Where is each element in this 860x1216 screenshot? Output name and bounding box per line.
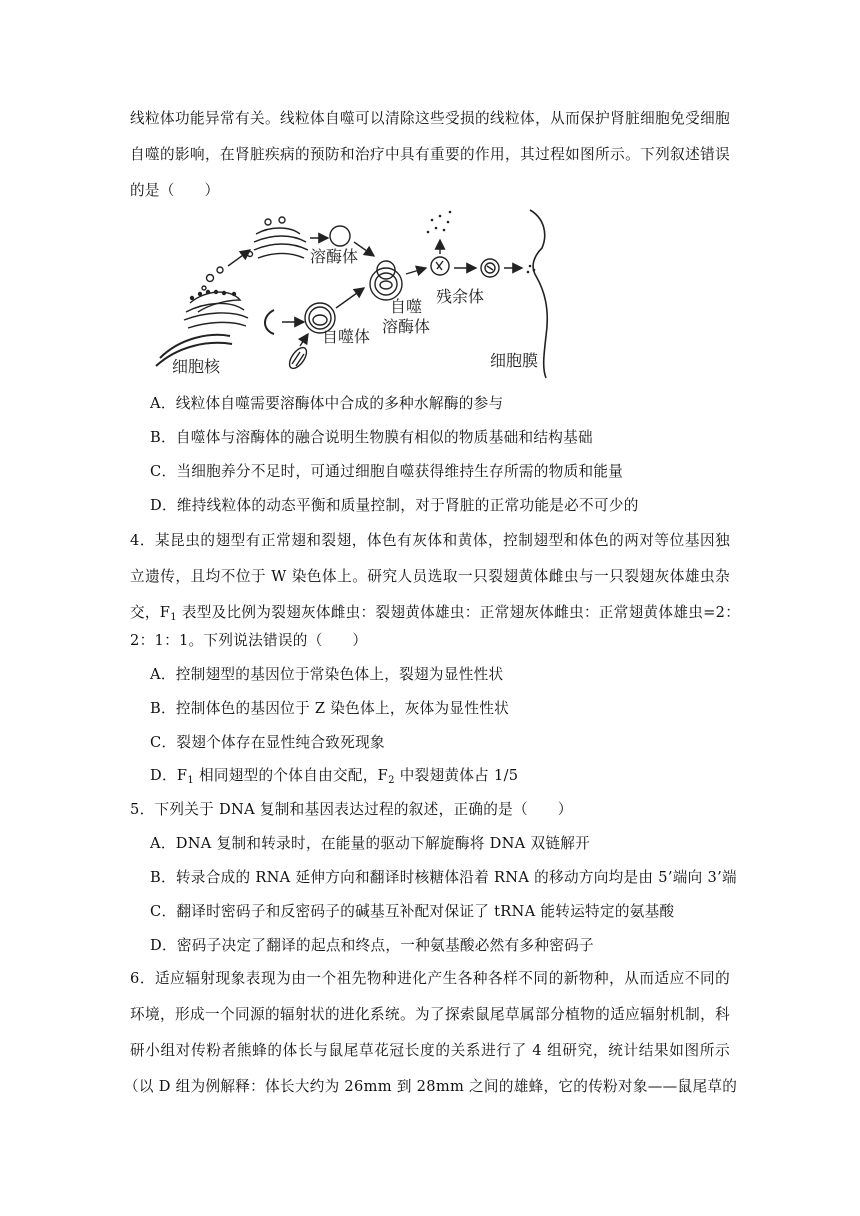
golgi-apparatus-shape: [248, 217, 309, 258]
q5-option-b: B．转录合成的 RNA 延伸方向和翻译时核糖体沿着 RNA 的移动方向均是由 5’端向 3’端: [150, 869, 737, 886]
lysosome-shape: [330, 226, 350, 246]
q6-stem-line-3: 研小组对传粉者熊蜂的体长与鼠尾草花冠长度的关系进行了 4 组研究，统计结果如图所示: [130, 1042, 730, 1059]
q4-option-d: [150, 766, 750, 791]
q3-stem-line-1: 线粒体功能异常有关。线粒体自噬可以清除这些受损的线粒体，从而保护肾脏细胞免受细胞: [130, 110, 730, 127]
q3-option-a: A．线粒体自噬需要溶酶体中合成的多种水解酶的参与: [150, 395, 504, 412]
residual-body-shape: [481, 259, 499, 277]
label-nucleus: 细胞核: [172, 357, 221, 376]
vesicle-1: [207, 275, 214, 282]
q4-line3-part-b: 表型及比例为裂翅灰体雌虫：裂翅黄体雄虫：正常翅灰体雌虫：正常翅黄体雄虫=2：: [176, 604, 741, 621]
q4-optd-part-a: D．F: [150, 767, 188, 784]
q6-stem-line-1: 6．适应辐射现象表现为由一个祖先物种进化产生各种各样不同的新物种，从而适应不同的: [130, 970, 730, 987]
label-autolysosome-1: 自噬: [390, 297, 423, 316]
q3-stem-line-2: 自噬的影响，在肾脏疾病的预防和治疗中具有重要的作用，其过程如图所示。下列叙述错误: [130, 146, 730, 163]
q4-optd-part-b: 相同翅型的个体自由交配，F: [194, 767, 389, 784]
q4-line3-subscript: 1: [170, 612, 177, 623]
q3-option-c: C．当细胞养分不足时，可通过细胞自噬获得维持生存所需的物质和能量: [150, 463, 624, 480]
q6-stem-line-2: 环境，形成一个同源的辐射状的进化系统。为了探索鼠尾草属部分植物的适应辐射机制，科: [130, 1006, 730, 1023]
vesicle-2: [217, 267, 223, 273]
q5-stem: 5．下列关于 DNA 复制和基因表达过程的叙述，正确的是（ ）: [130, 801, 573, 818]
q4-option-c: C．裂翅个体存在显性纯合致死现象: [150, 734, 385, 751]
label-residual-body: 残余体: [436, 287, 485, 306]
q4-stem-line-4: 2：1：1。下列说法错误的（ ）: [130, 632, 368, 649]
phagophore-shape: [265, 310, 274, 334]
autolysosome-shape: [370, 261, 402, 300]
mitochondrion-shape: [286, 345, 310, 372]
q4-optd-subscript-2: 2: [388, 775, 395, 786]
mitophagy-diagram-svg: [150, 208, 570, 380]
label-lysosome: 溶酶体: [310, 247, 359, 266]
q6-stem-line-4: （以 D 组为例解释：体长大约为 26mm 到 28mm 之间的雄蜂，它的传粉对象——鼠尾草的: [124, 1078, 738, 1095]
vesicle-3: [202, 286, 206, 290]
q4-optd-subscript-1: 1: [187, 775, 194, 786]
q4-optd-part-c: 中裂翅黄体占 1/5: [394, 767, 519, 784]
q4-line3-part-a: 交，F: [130, 604, 171, 621]
q3-option-d: D．维持线粒体的动态平衡和质量控制，对于肾脏的正常功能是必不可少的: [150, 497, 639, 514]
label-autolysosome-2: 溶酶体: [382, 317, 431, 336]
q4-stem-line-3: [130, 603, 741, 628]
nucleus-er-shape: [156, 291, 248, 367]
q4-option-a: A．控制翅型的基因位于常染色体上，裂翅为显性性状: [150, 666, 504, 683]
q4-stem-line-1: 4．某昆虫的翅型有正常翅和裂翅，体色有灰体和黄体，控制翅型和体色的两对等位基因独: [130, 532, 730, 549]
q5-option-a: A．DNA 复制和转录时，在能量的驱动下解旋酶将 DNA 双链解开: [150, 835, 591, 852]
q5-option-d: D．密码子决定了翻译的起点和终点，一种氨基酸必然有多种密码子: [150, 937, 594, 954]
q5-option-c: C．翻译时密码子和反密码子的碱基互补配对保证了 tRNA 能转运特定的氨基酸: [150, 903, 675, 920]
label-cell-membrane: 细胞膜: [490, 351, 539, 370]
q3-option-b: B．自噬体与溶酶体的融合说明生物膜有相似的物质基础和结构基础: [150, 429, 593, 446]
label-autophagosome: 自噬体: [322, 327, 371, 346]
q3-stem-line-3: 的是（ ）: [130, 182, 220, 199]
mitophagy-diagram: [150, 208, 570, 380]
degrading-vesicle-shape: [431, 257, 449, 275]
q4-option-b: B．控制体色的基因位于 Z 染色体上，灰体为显性性状: [150, 700, 510, 717]
released-molecules: [427, 211, 452, 234]
q4-stem-line-2: 立遗传，且均不位于 W 染色体上。研究人员选取一只裂翅黄体雌虫与一只裂翅灰体雄虫杂: [130, 568, 730, 585]
